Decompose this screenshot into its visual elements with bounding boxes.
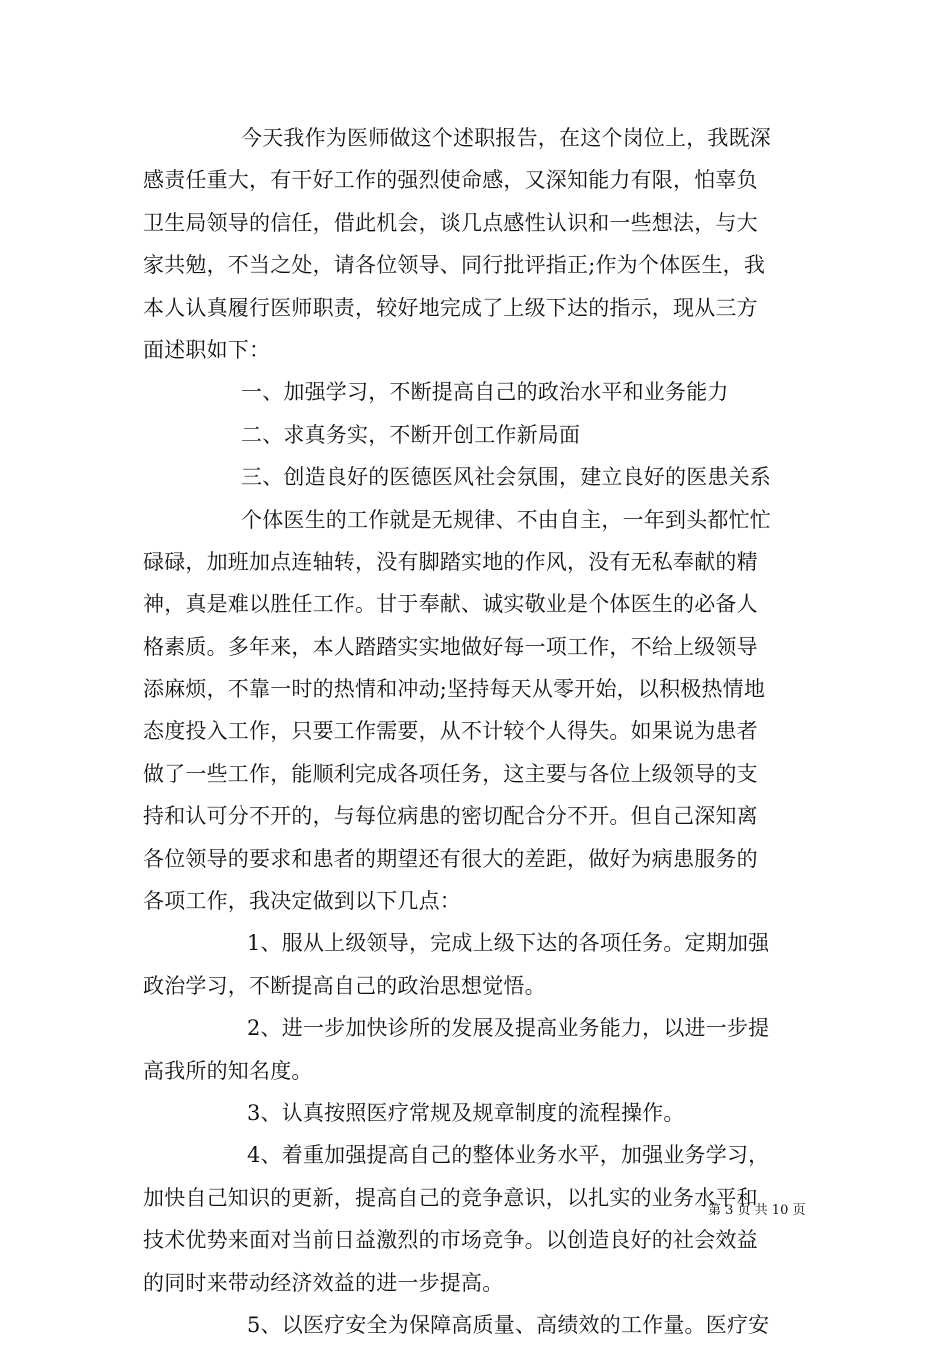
paragraph-line: 今天我作为医师做这个述职报告，在这个岗位上，我既深	[241, 126, 771, 150]
paragraph-line: 各位领导的要求和患者的期望还有很大的差距，做好为病患服务的	[143, 846, 758, 871]
page-number-footer: 第 3 页 共 10 页	[708, 1203, 806, 1218]
list-item-line: 3、认真按照医疗常规及规章制度的流程操作。	[247, 1100, 685, 1125]
paragraph-line: 卫生局领导的信任，借此机会，谈几点感性认识和一些想法，与大	[143, 210, 758, 235]
list-item-line: 高我所的知名度。	[143, 1058, 313, 1083]
list-item-line: 的同时来带动经济效益的进一步提高。	[143, 1270, 504, 1295]
list-item-line: 5、以医疗安全为保障高质量、高绩效的工作量。医疗安	[247, 1312, 770, 1337]
paragraph-line: 本人认真履行医师职责，较好地完成了上级下达的指示，现从三方	[143, 295, 758, 320]
section-heading: 三、创造良好的医德医风社会氛围，建立良好的医患关系	[241, 465, 771, 490]
list-item-line: 技术优势来面对当前日益激烈的市场竞争。以创造良好的社会效益	[143, 1228, 758, 1253]
paragraph-line: 家共勉，不当之处，请各位领导、同行批评指正;作为个体医生，我	[143, 253, 766, 278]
section-heading: 二、求真务实，不断开创工作新局面	[241, 422, 581, 447]
paragraph-line: 面述职如下：	[143, 337, 271, 362]
paragraph-line: 添麻烦，不靠一时的热情和冲动;坚持每天从零开始，以积极热情地	[143, 677, 766, 702]
paragraph-line: 持和认可分不开的，与每位病患的密切配合分不开。但自己深知离	[143, 804, 758, 829]
paragraph-line: 态度投入工作，只要工作需要，从不计较个人得失。如果说为患者	[143, 719, 758, 744]
list-item-line: 4、着重加强提高自己的整体业务水平，加强业务学习，	[247, 1143, 770, 1168]
section-heading: 一、加强学习，不断提高自己的政治水平和业务能力	[241, 380, 729, 405]
list-item-line: 1、服从上级领导，完成上级下达的各项任务。定期加强	[247, 931, 770, 956]
list-item-line: 政治学习，不断提高自己的政治思想觉悟。	[143, 973, 546, 998]
list-item-line: 2、进一步加快诊所的发展及提高业务能力，以进一步提	[247, 1016, 770, 1041]
paragraph-line: 感责任重大，有干好工作的强烈使命感，又深知能力有限，怕辜负	[143, 168, 758, 193]
paragraph-line: 做了一些工作，能顺利完成各项任务，这主要与各位上级领导的支	[143, 761, 758, 786]
body-text	[143, 117, 811, 1346]
paragraph-line: 神，真是难以胜任工作。甘于奉献、诚实敬业是个体医生的必备人	[143, 592, 758, 617]
paragraph-line: 格素质。多年来，本人踏踏实实地做好每一项工作，不给上级领导	[143, 634, 758, 659]
paragraph-line: 碌碌，加班加点连轴转，没有脚踏实地的作风，没有无私奉献的精	[143, 549, 758, 574]
paragraph-line: 各项工作，我决定做到以下几点：	[143, 889, 461, 914]
list-item-line: 加快自己知识的更新，提高自己的竞争意识，以扎实的业务水平和	[143, 1185, 758, 1210]
paragraph-line: 个体医生的工作就是无规律、不由自主，一年到头都忙忙	[241, 507, 771, 532]
